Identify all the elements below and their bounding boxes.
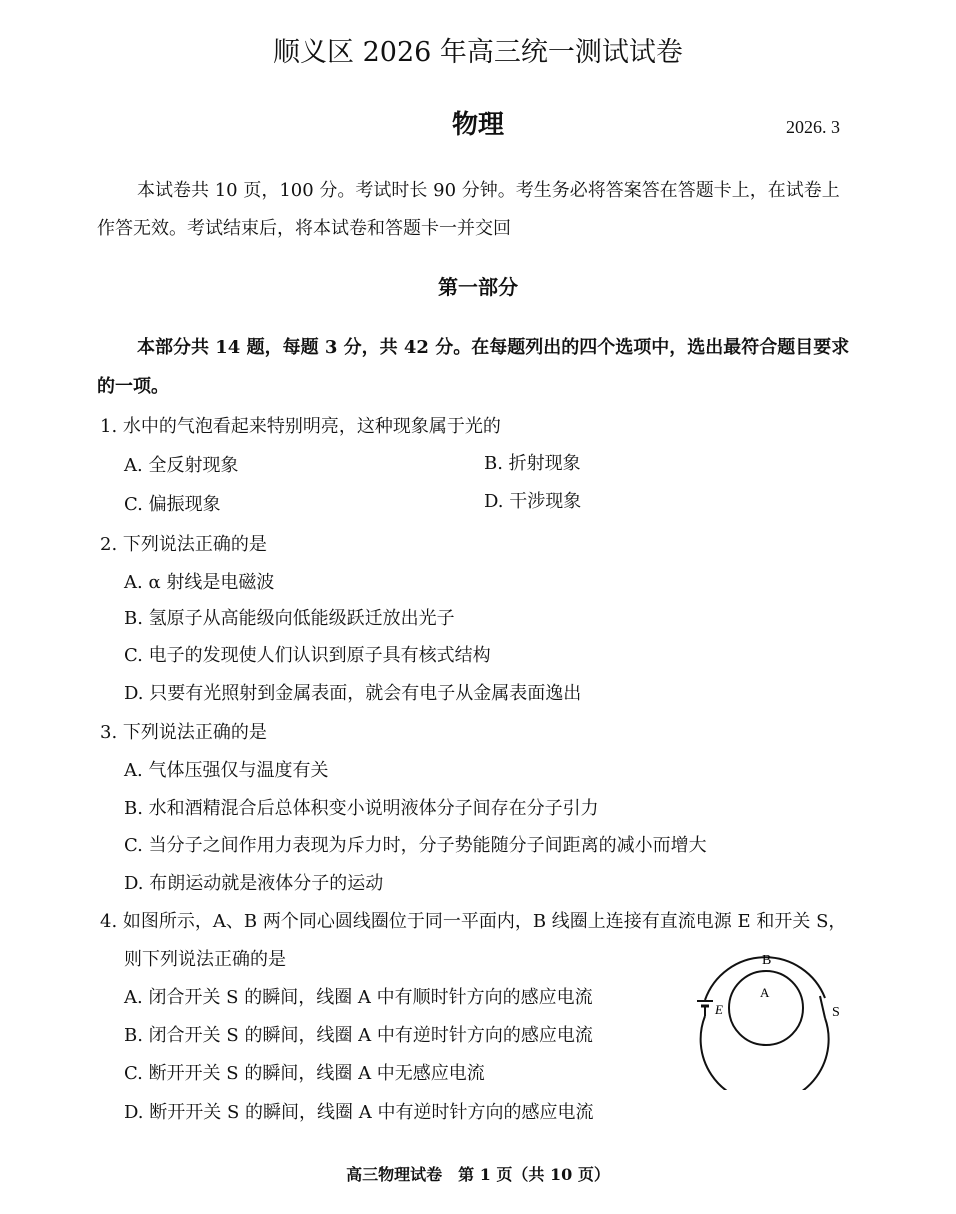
label-s: S — [832, 1005, 840, 1020]
question-2-option-b: B. 氢原子从高能级向低能级跃迁放出光子 — [124, 608, 455, 629]
instructions-line-2: 作答无效。考试结束后，将本试卷和答题卡一并交回 — [97, 218, 511, 239]
label-b: B — [762, 953, 772, 968]
question-4-option-c: C. 断开开关 S 的瞬间，线圈 A 中无感应电流 — [124, 1063, 485, 1084]
part-one-title: 第一部分 — [438, 275, 518, 299]
question-3-option-c: C. 当分子之间作用力表现为斥力时，分子势能随分子间距离的减小而增大 — [124, 835, 707, 856]
question-4-option-d: D. 断开开关 S 的瞬间，线圈 A 中有逆时针方向的感应电流 — [124, 1102, 594, 1123]
page-footer: 高三物理试卷 第 1 页（共 10 页） — [346, 1165, 610, 1184]
subject-title: 物理 — [451, 110, 504, 140]
part-one-desc-line-2: 的一项。 — [97, 376, 169, 397]
question-2-option-c: C. 电子的发现使人们认识到原子具有核式结构 — [124, 645, 491, 666]
question-4-option-b: B. 闭合开关 S 的瞬间，线圈 A 中有逆时针方向的感应电流 — [124, 1025, 593, 1046]
question-4-stem-line-1: 4. 如图所示，A、B 两个同心圆线圈位于同一平面内，B 线圈上连接有直流电源 E 和开关 S， — [100, 911, 847, 932]
question-1-option-a: A. 全反射现象 — [124, 455, 239, 476]
question-2-option-d: D. 只要有光照射到金属表面，就会有电子从金属表面逸出 — [124, 683, 582, 704]
coil-a — [729, 971, 803, 1045]
question-1-option-d: D. 干涉现象 — [484, 491, 582, 512]
question-4-stem-line-2: 则下列说法正确的是 — [124, 949, 286, 970]
question-3-option-a: A. 气体压强仅与温度有关 — [124, 760, 329, 781]
question-3-stem: 3. 下列说法正确的是 — [100, 722, 267, 743]
exam-title: 顺义区 2026 年高三统一测试试卷 — [273, 37, 683, 68]
question-3-option-b: B. 水和酒精混合后总体积变小说明液体分子间存在分子引力 — [124, 798, 599, 819]
question-4-option-a: A. 闭合开关 S 的瞬间，线圈 A 中有顺时针方向的感应电流 — [124, 987, 593, 1008]
concentric-coils-figure — [690, 940, 860, 1090]
exam-date: 2026. 3 — [786, 117, 840, 137]
instructions-line-1: 本试卷共 10 页，100 分。考试时长 90 分钟。考生务必将答案答在答题卡上，在试卷上 — [137, 180, 840, 201]
question-2-stem: 2. 下列说法正确的是 — [100, 534, 267, 555]
question-1-stem: 1. 水中的气泡看起来特别明亮，这种现象属于光的 — [100, 416, 501, 437]
label-a: A — [760, 985, 770, 1000]
label-e: E — [715, 1002, 723, 1017]
coil-b-lower-arc — [701, 1016, 829, 1090]
question-1-option-c: C. 偏振现象 — [124, 494, 221, 515]
question-1-option-b: B. 折射现象 — [484, 453, 581, 474]
question-2-option-a: A. α 射线是电磁波 — [124, 572, 275, 593]
switch-blade — [820, 996, 825, 1018]
question-3-option-d: D. 布朗运动就是液体分子的运动 — [124, 873, 384, 894]
part-one-desc-line-1: 本部分共 14 题，每题 3 分，共 42 分。在每题列出的四个选项中，选出最符合题目要求 — [137, 337, 850, 358]
